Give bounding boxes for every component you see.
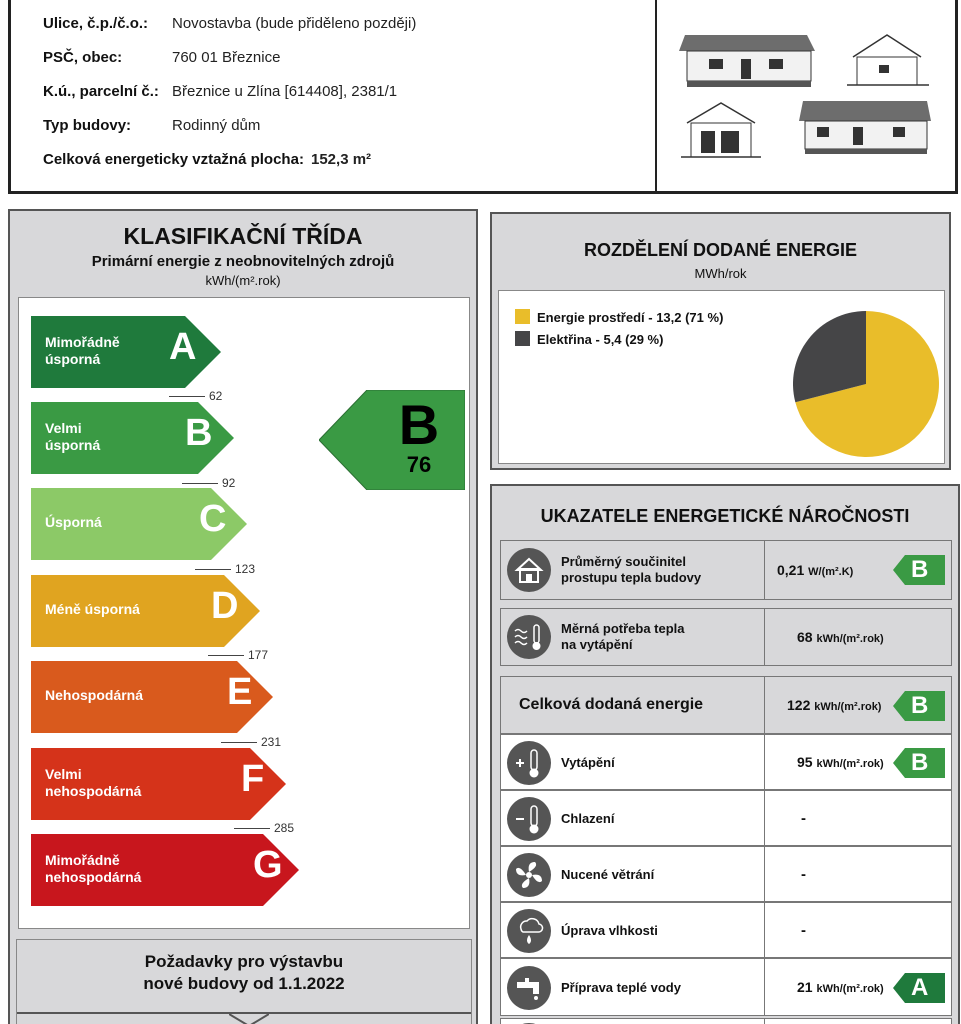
thermometer-plus-icon — [507, 741, 551, 785]
indicator-label-1: Celková dodaná energie — [519, 696, 704, 713]
classification-unit: kWh/(m².rok) — [205, 273, 281, 288]
indicator-row-heating — [500, 734, 952, 790]
street-label: Ulice, č.p./č.o.: — [43, 15, 149, 32]
faucet-icon — [507, 966, 551, 1010]
threshold-value: 92 — [222, 476, 236, 490]
legend-label: Energie prostředí - 13,2 (71 %) — [537, 310, 724, 325]
class-b-letter: B — [185, 412, 213, 454]
class-arrow-d — [31, 575, 260, 647]
indicator-label-cell — [501, 541, 765, 599]
house-rear-elevation — [799, 101, 931, 154]
indicator-class-badge — [893, 748, 945, 778]
indicator-label-cell — [501, 1019, 765, 1024]
street-value: Novostavba (bude přiděleno později) — [172, 15, 417, 32]
legend-swatch — [515, 331, 530, 346]
building-info — [11, 0, 655, 191]
threshold-a-b — [169, 389, 222, 403]
class-arrow-e — [31, 661, 273, 733]
humidity-icon — [507, 909, 551, 953]
threshold-line — [169, 396, 205, 397]
class-b-label-1: Velmi — [45, 420, 82, 436]
zip-value: 760 01 Březnice — [172, 49, 281, 66]
threshold-e-f — [221, 735, 281, 749]
distribution-pie-chart — [791, 309, 941, 459]
class-g-label-2: nehospodárná — [45, 869, 142, 885]
indicator-value — [797, 629, 884, 645]
indicator-value: - — [801, 866, 806, 883]
class-e-label-1: Nehospodárná — [45, 687, 144, 703]
threshold-d-e — [208, 648, 268, 662]
threshold-line — [234, 828, 270, 829]
badge-letter: A — [911, 974, 929, 1001]
indicator-label-1: Vytápění — [561, 755, 615, 770]
house-side-elevation — [847, 35, 929, 85]
distribution-unit: MWh/rok — [694, 266, 747, 281]
fan-icon — [507, 853, 551, 897]
badge-letter: B — [911, 556, 929, 583]
indicators-panel — [490, 484, 960, 1024]
threshold-value: 177 — [248, 648, 269, 662]
value-unit: kWh/(m².rok) — [816, 633, 884, 645]
indicator-value — [777, 562, 853, 578]
indicator-row-humidity — [500, 902, 952, 958]
class-c-letter: C — [199, 498, 227, 540]
class-a-label-2: úsporná — [45, 351, 101, 367]
indicator-label-1: Úprava vlhkosti — [561, 923, 658, 938]
indicator-value — [787, 697, 881, 713]
threshold-line — [195, 569, 231, 570]
legend-swatch — [515, 309, 530, 324]
class-arrow-g — [31, 834, 299, 906]
indicator-label-cell — [501, 791, 765, 845]
value-unit: kWh/(m².rok) — [816, 758, 884, 770]
indicator-label-cell — [501, 903, 765, 957]
indicator-label-1: Průměrný součinitel — [561, 554, 686, 569]
badge-letter: B — [911, 749, 929, 776]
requirements-title-line-1: Požadavky pro výstavbu — [144, 952, 344, 971]
indicator-row-ventilation — [500, 846, 952, 902]
value-number: 68 — [797, 629, 813, 645]
indicator-label-1: Měrná potřeba tepla — [561, 621, 685, 636]
energy-class-scale — [18, 297, 470, 929]
value-unit: kWh/(m².rok) — [814, 701, 882, 713]
classification-panel — [8, 209, 478, 1024]
parcel-value: Březnice u Zlína [614408], 2381/1 — [172, 83, 398, 100]
class-d-letter: D — [211, 585, 239, 627]
house-drawings — [655, 0, 955, 191]
parcel-label: K.ú., parcelní č.: — [43, 83, 159, 100]
threshold-line — [221, 742, 257, 743]
indicator-row-next — [500, 1018, 952, 1024]
current-class-value: 76 — [406, 452, 432, 477]
class-arrow-c — [31, 488, 247, 560]
building-info-box — [8, 0, 958, 194]
class-c-label-1: Úsporná — [45, 514, 102, 530]
current-class-indicator — [319, 390, 465, 490]
area-value: 152,3 m² — [311, 151, 372, 168]
indicator-label-cell — [501, 959, 765, 1015]
class-arrow-a — [31, 316, 221, 388]
classification-subtitle: Primární energie z neobnovitelných zdrojů — [91, 253, 395, 270]
indicator-label-cell — [501, 677, 765, 733]
indicator-value: - — [801, 810, 806, 827]
indicator-class-badge — [893, 691, 945, 721]
indicator-row-heating-demand — [500, 608, 952, 666]
area-label: Celková energeticky vztažná plocha: — [43, 151, 304, 168]
indicator-value — [797, 754, 884, 770]
indicator-label-cell — [501, 609, 765, 665]
house-icon — [507, 548, 551, 592]
indicator-row-total-energy — [500, 676, 952, 734]
value-number: 95 — [797, 754, 813, 770]
indicator-class-badge — [893, 973, 945, 1003]
zip-label: PSČ, obec: — [43, 49, 123, 66]
thermometer-minus-icon — [507, 797, 551, 841]
class-a-letter: A — [169, 326, 197, 368]
threshold-value: 285 — [274, 821, 295, 835]
value-number: 21 — [797, 979, 813, 995]
indicator-label-1: Nucené větrání — [561, 867, 655, 882]
indicator-row-heat-transfer — [500, 540, 952, 600]
class-f-label-1: Velmi — [45, 766, 82, 782]
indicator-label-2: prostupu tepla budovy — [561, 570, 702, 585]
type-label: Typ budovy: — [43, 117, 132, 134]
threshold-value: 62 — [209, 389, 223, 403]
indicator-label-1: Příprava teplé vody — [561, 980, 681, 995]
threshold-value: 231 — [261, 735, 282, 749]
indicator-label-1: Chlazení — [561, 811, 615, 826]
class-g-label-1: Mimořádně — [45, 852, 120, 868]
indicator-label-cell — [501, 847, 765, 901]
classification-title: KLASIFIKAČNÍ TŘÍDA — [123, 223, 363, 249]
threshold-line — [182, 483, 218, 484]
legend-item-electricity — [515, 331, 663, 347]
indicator-value: - — [801, 922, 806, 939]
class-g-letter: G — [253, 844, 283, 886]
class-f-letter: F — [241, 758, 265, 800]
value-unit: W/(m².K) — [808, 566, 854, 578]
indicator-label-cell — [501, 735, 765, 789]
house-gable-elevation — [681, 103, 761, 157]
value-number: 0,21 — [777, 562, 805, 578]
house-drawing-image — [657, 0, 953, 187]
threshold-line — [208, 655, 244, 656]
class-e-letter: E — [227, 671, 253, 713]
class-d-label-1: Méně úsporná — [45, 601, 140, 617]
threshold-value: 123 — [235, 562, 256, 576]
requirements-box — [16, 939, 472, 1024]
class-arrow-b — [31, 402, 234, 474]
value-number: 122 — [787, 697, 811, 713]
distribution-title: ROZDĚLENÍ DODANÉ ENERGIE — [583, 240, 858, 260]
indicator-row-hot-water — [500, 958, 952, 1016]
class-arrow-f — [31, 748, 286, 820]
indicators-title: UKAZATELE ENERGETICKÉ NÁROČNOSTI — [540, 506, 910, 526]
indicator-label-2: na vytápění — [561, 637, 633, 652]
legend-label: Elektřina - 5,4 (29 %) — [537, 332, 664, 347]
current-class-letter: B — [398, 393, 440, 456]
threshold-f-g — [234, 821, 294, 835]
thermometer-heat-icon — [507, 615, 551, 659]
threshold-c-d — [195, 562, 255, 576]
type-value: Rodinný dům — [172, 117, 261, 134]
legend-item-environment — [515, 309, 723, 325]
indicator-row-cooling — [500, 790, 952, 846]
badge-letter: B — [911, 692, 929, 719]
class-f-label-2: nehospodárná — [45, 783, 142, 799]
energy-distribution-panel — [490, 212, 951, 470]
indicator-class-badge — [893, 555, 945, 585]
indicator-value — [797, 979, 884, 995]
requirements-pointer — [229, 1014, 269, 1024]
class-a-label-1: Mimořádně — [45, 334, 120, 350]
distribution-chart-box — [498, 290, 945, 464]
class-b-label-2: úsporná — [45, 437, 101, 453]
requirements-title-line-2: nové budovy od 1.1.2022 — [143, 974, 345, 993]
house-front-elevation — [679, 35, 815, 87]
value-unit: kWh/(m².rok) — [816, 983, 884, 995]
